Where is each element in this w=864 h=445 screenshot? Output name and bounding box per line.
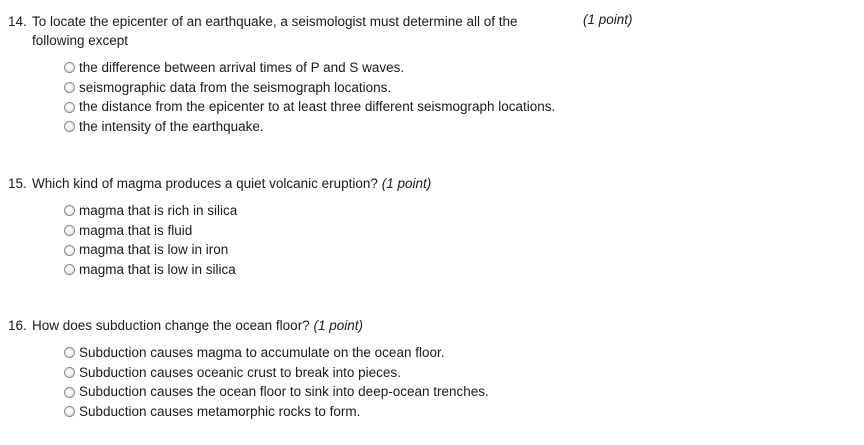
- answer-label[interactable]: Subduction causes magma to accumulate on the ocean floor.: [79, 345, 445, 360]
- question-16: [8, 316, 648, 422]
- radio-button[interactable]: [64, 62, 75, 73]
- answer-label[interactable]: magma that is low in iron: [79, 242, 229, 258]
- answer-option[interactable]: [64, 382, 648, 402]
- answer-label[interactable]: magma that is fluid: [79, 222, 193, 238]
- answer-option[interactable]: [64, 343, 648, 363]
- answer-option[interactable]: [64, 58, 648, 78]
- answer-label[interactable]: magma that is rich in silica: [79, 203, 238, 218]
- answer-option[interactable]: [64, 78, 648, 98]
- radio-button[interactable]: [64, 102, 75, 113]
- answer-label[interactable]: Subduction causes oceanic crust to break into pieces.: [79, 364, 401, 380]
- radio-button[interactable]: [64, 406, 75, 417]
- answer-option[interactable]: [64, 97, 648, 117]
- question-points: (1 point): [583, 12, 633, 27]
- radio-button[interactable]: [64, 205, 75, 216]
- answer-option[interactable]: [64, 363, 648, 383]
- question-points: (1 point): [381, 176, 432, 191]
- question-number: 14.: [8, 14, 27, 29]
- answer-label[interactable]: the difference between arrival times of P and S waves.: [79, 60, 405, 75]
- answer-label[interactable]: Subduction causes the ocean floor to sink into deep-ocean trenches.: [79, 384, 489, 400]
- question-points: (1 point): [313, 318, 363, 333]
- answer-label[interactable]: the distance from the epicenter to at least three different seismograph locations.: [79, 99, 556, 115]
- answer-options: [64, 343, 648, 422]
- question-number: 15.: [8, 176, 27, 191]
- radio-button[interactable]: [64, 245, 75, 256]
- answer-label[interactable]: the intensity of the earthquake.: [79, 119, 264, 135]
- question-header: [8, 174, 648, 193]
- answer-label[interactable]: seismographic data from the seismograph locations.: [79, 79, 392, 95]
- radio-button[interactable]: [64, 225, 75, 236]
- answer-option[interactable]: [64, 240, 648, 260]
- answer-option[interactable]: [64, 402, 648, 422]
- radio-button[interactable]: [64, 387, 75, 398]
- radio-button[interactable]: [64, 347, 75, 358]
- answer-option[interactable]: [64, 117, 648, 137]
- answer-label[interactable]: magma that is low in silica: [79, 262, 236, 278]
- question-text-body: How does subduction change the ocean floor?: [32, 318, 310, 333]
- question-number: 16.: [8, 318, 27, 333]
- answer-option[interactable]: [64, 221, 648, 241]
- radio-button[interactable]: [64, 264, 75, 275]
- answer-options: [64, 58, 648, 137]
- answer-options: [64, 201, 648, 280]
- question-text: [32, 174, 431, 193]
- question-header: [8, 12, 648, 50]
- question-15: [8, 174, 648, 280]
- answer-label[interactable]: Subduction causes metamorphic rocks to form.: [79, 404, 361, 420]
- question-header: [8, 316, 648, 335]
- radio-button[interactable]: [64, 121, 75, 132]
- question-text: [32, 316, 363, 335]
- question-text: To locate the epicenter of an earthquake, a seismologist must determine all of the following except: [32, 14, 518, 48]
- radio-button[interactable]: [64, 367, 75, 378]
- radio-button[interactable]: [64, 82, 75, 93]
- question-text-body: Which kind of magma produces a quiet volcanic eruption?: [32, 176, 378, 191]
- answer-option[interactable]: [64, 260, 648, 280]
- question-14: [8, 12, 648, 137]
- answer-option[interactable]: [64, 201, 648, 221]
